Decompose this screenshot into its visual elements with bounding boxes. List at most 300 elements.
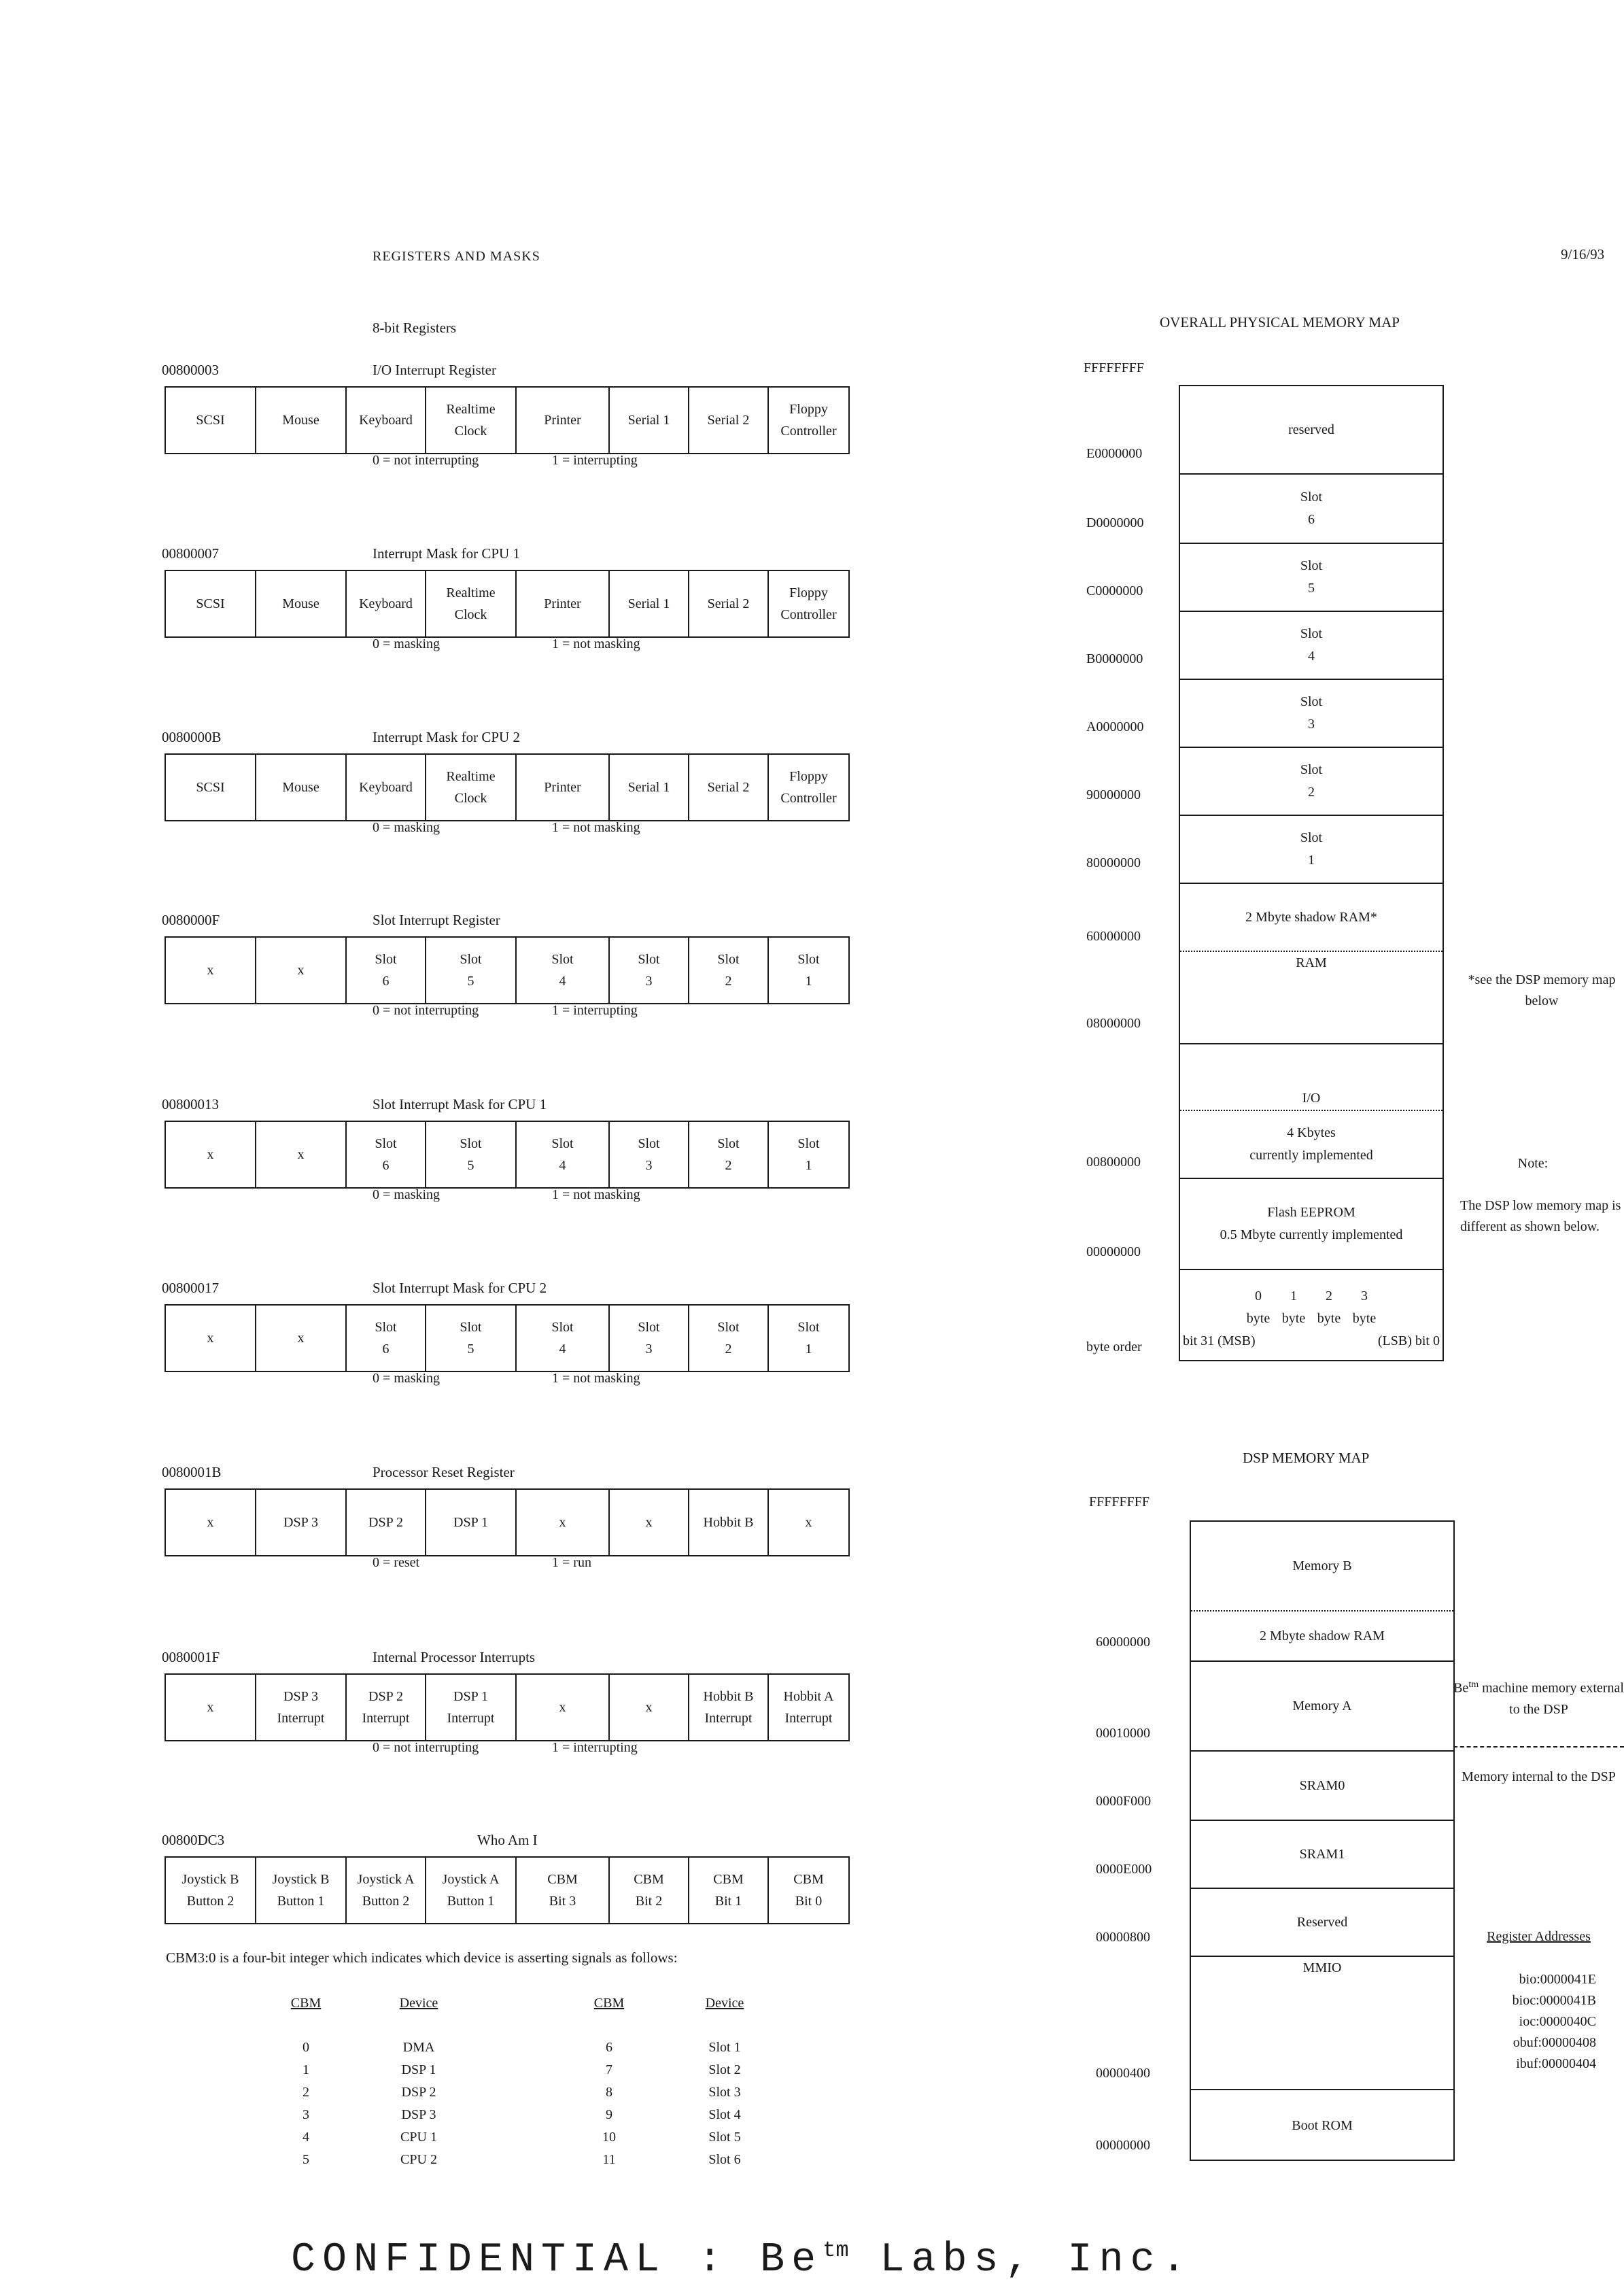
cbm-value: Slot 4	[708, 2107, 741, 2122]
block-label: 2	[1308, 785, 1315, 800]
bit-label: Controller	[780, 424, 837, 439]
bit-label: Slot	[375, 952, 397, 967]
register-name: Interrupt Mask for CPU 2	[373, 729, 520, 745]
bit-label: x	[297, 1331, 305, 1346]
bit-label: Slot	[551, 1320, 574, 1335]
byte-numbers	[1241, 1285, 1382, 1308]
bit-label: Slot	[638, 1320, 660, 1335]
block-label: Memory A	[1292, 1698, 1352, 1714]
register-bit	[517, 571, 610, 636]
confidential-footer: CONFIDENTIAL : $Be^{tm}$ Labs, Inc.	[291, 2237, 1193, 2283]
cbm-value: 1	[303, 2062, 309, 2077]
legend-zero: 0 = not interrupting	[373, 1740, 479, 1755]
bit-label: DSP 1	[453, 1689, 488, 1704]
memory-boundary-line	[1453, 1746, 1624, 1748]
bit-label: 1	[805, 1342, 812, 1357]
register-bit	[610, 938, 689, 1003]
register-bit	[689, 1306, 769, 1371]
block-label: Reserved	[1296, 1914, 1348, 1930]
register-bit	[256, 571, 347, 636]
cbm-value: Slot 6	[708, 2152, 741, 2167]
bit-label: Slot	[551, 952, 574, 967]
register-bit	[347, 1122, 426, 1187]
bit-label: Joystick B	[272, 1872, 330, 1887]
dsp-memory-address: 00010000	[1096, 1726, 1150, 1741]
bit-label: Bit 0	[795, 1894, 823, 1909]
block-label: Slot	[1300, 626, 1323, 641]
register-name: Interrupt Mask for CPU 1	[373, 545, 520, 562]
memory-block	[1180, 748, 1442, 816]
bit-label: 5	[467, 974, 474, 989]
register-bit	[347, 755, 426, 820]
bit-label: Clock	[454, 607, 487, 622]
dsp-memory-map	[1190, 1520, 1455, 2161]
bit-label: Serial 2	[707, 596, 750, 611]
register-bit	[426, 1122, 517, 1187]
register-bit	[517, 1675, 610, 1740]
bit-label: 4	[559, 1158, 566, 1173]
bit-label: DSP 2	[368, 1689, 403, 1704]
bit-label: Clock	[454, 424, 487, 439]
register-bit	[769, 1858, 848, 1923]
bit-label: Slot	[797, 1136, 820, 1151]
cbm-codes-left	[272, 1992, 340, 2171]
bit-label: Hobbit A	[783, 1689, 834, 1704]
register-bits	[165, 1488, 850, 1556]
register-bit	[610, 755, 689, 820]
bit-range	[1180, 1330, 1442, 1350]
register-address-entry: ibuf:00000404	[1516, 2056, 1596, 2071]
memory-address: 60000000	[1086, 929, 1141, 944]
cbm-codes-right	[575, 1992, 643, 2171]
shadow-ram-note: *see the DSP memory map below	[1468, 972, 1616, 1008]
bit-label: Realtime	[446, 402, 496, 417]
register-bit	[256, 1306, 347, 1371]
cbm-column-header: Device	[705, 1996, 744, 2011]
cbm-value: 8	[606, 2085, 612, 2100]
register-address-entry: bioc:0000041B	[1512, 1993, 1596, 2008]
register-bit	[517, 755, 610, 820]
bit-label: Serial 2	[707, 780, 750, 795]
register-bit	[426, 755, 517, 820]
block-label: Memory B	[1292, 1558, 1352, 1573]
memory-block	[1180, 1111, 1442, 1179]
dsp-memory-block	[1191, 1821, 1453, 1889]
register-bits	[165, 386, 850, 454]
register-name: Processor Reset Register	[373, 1464, 515, 1480]
bit-label: Mouse	[282, 596, 319, 611]
block-label: I/O	[1302, 1091, 1321, 1106]
legend-zero: 0 = reset	[373, 1555, 420, 1570]
register-bit	[689, 1122, 769, 1187]
legend-one: 1 = interrupting	[552, 1740, 638, 1755]
cbm-value: Slot 5	[708, 2130, 741, 2145]
bit-label: Bit 2	[635, 1894, 663, 1909]
memory-block	[1180, 680, 1442, 748]
legend-zero: 0 = masking	[373, 1371, 440, 1386]
bit-label: Printer	[544, 596, 581, 611]
register-name: Internal Processor Interrupts	[373, 1649, 536, 1665]
memory-address: C0000000	[1086, 583, 1143, 598]
bit-label: x	[559, 1700, 566, 1715]
register-bit	[517, 1490, 610, 1555]
dsp-memory-block	[1191, 1957, 1453, 2090]
bit-label: Interrupt	[784, 1711, 833, 1726]
cbm-value: 6	[606, 2040, 612, 2055]
cbm-value: 0	[303, 2040, 309, 2055]
bit-label: Controller	[780, 607, 837, 622]
register-bit	[166, 938, 256, 1003]
register-bit	[610, 388, 689, 453]
dsp-memory-block	[1191, 1889, 1453, 1957]
register-bit	[166, 1675, 256, 1740]
bit-label: Serial 1	[627, 596, 670, 611]
bit-label: x	[559, 1515, 566, 1530]
bit-label: DSP 3	[283, 1515, 318, 1530]
bit-label: Controller	[780, 791, 837, 806]
byte-number: 1	[1290, 1289, 1297, 1303]
cbm-column-header: Device	[399, 1996, 438, 2011]
legend-one: 1 = not masking	[552, 636, 640, 651]
memory-address: 00000000	[1086, 1244, 1141, 1259]
bit-label: x	[207, 963, 214, 978]
bit-label: 4	[559, 1342, 566, 1357]
register-name: Slot Interrupt Mask for CPU 1	[373, 1096, 547, 1112]
register-bit	[769, 571, 848, 636]
bit-label: Slot	[638, 1136, 660, 1151]
register-address: 0080001B	[162, 1464, 222, 1480]
register-name: Slot Interrupt Register	[373, 912, 500, 928]
cbm-value: 10	[602, 2130, 616, 2145]
bit-label: x	[645, 1515, 653, 1530]
physical-memory-map	[1179, 385, 1444, 1361]
register-bit	[426, 1306, 517, 1371]
register-bit	[256, 1122, 347, 1187]
bit-label: 2	[725, 1158, 732, 1173]
register-bit	[256, 388, 347, 453]
dsp-memory-address: 00000000	[1096, 2138, 1150, 2153]
register-address: 00800017	[162, 1280, 219, 1296]
dsp-memory-address: 00000400	[1096, 2066, 1150, 2081]
memory-address: 08000000	[1086, 1016, 1141, 1031]
physical-map-title: OVERALL PHYSICAL MEMORY MAP	[1160, 314, 1400, 330]
cbm-value: 5	[303, 2152, 309, 2167]
memory-block	[1180, 475, 1442, 544]
bit-label: Mouse	[282, 780, 319, 795]
cbm-value: Slot 3	[708, 2085, 741, 2100]
physical-map-top-address: FFFFFFFF	[1084, 360, 1144, 375]
bit-label: 6	[382, 1342, 390, 1357]
bit-label: 5	[467, 1158, 474, 1173]
memory-address: E0000000	[1086, 446, 1143, 461]
memory-address: A0000000	[1086, 719, 1144, 734]
memory-block	[1180, 952, 1442, 1044]
byte-number: 2	[1326, 1289, 1332, 1303]
bit-label: 1	[805, 974, 812, 989]
dsp-memory-block	[1191, 1752, 1453, 1821]
memory-block	[1180, 1179, 1442, 1270]
bit-label: Serial 1	[627, 780, 670, 795]
memory-address: B0000000	[1086, 651, 1143, 666]
register-bits	[165, 1304, 850, 1372]
register-bit	[256, 755, 347, 820]
bit-label: Slot	[460, 1136, 482, 1151]
byte-words	[1241, 1308, 1382, 1330]
bit-label: Printer	[544, 780, 581, 795]
bit-label: CBM	[547, 1872, 578, 1887]
register-bit	[426, 388, 517, 453]
register-bit	[347, 1675, 426, 1740]
cbm-value: DSP 3	[401, 2107, 436, 2122]
legend-zero: 0 = not interrupting	[373, 453, 479, 468]
register-name: I/O Interrupt Register	[373, 362, 496, 378]
block-label: 1	[1308, 853, 1315, 868]
legend-one: 1 = interrupting	[552, 1003, 638, 1018]
byte-number: 0	[1255, 1289, 1262, 1303]
register-bit	[166, 1306, 256, 1371]
register-bit	[166, 388, 256, 453]
internal-memory-note: Memory internal to the DSP	[1462, 1769, 1616, 1784]
register-bit	[610, 1675, 689, 1740]
bit-label: Joystick A	[357, 1872, 415, 1887]
bit-label: Slot	[460, 952, 482, 967]
register-name: Who Am I	[477, 1832, 538, 1848]
bit-label: Serial 1	[627, 413, 670, 428]
register-bit	[347, 938, 426, 1003]
block-label: Slot	[1300, 490, 1323, 505]
block-label: 5	[1308, 581, 1315, 596]
bit-label: Joystick A	[442, 1872, 500, 1887]
bit-label: x	[297, 1147, 305, 1162]
bit-label: Keyboard	[359, 596, 413, 611]
register-bit	[610, 571, 689, 636]
bit-label: Printer	[544, 413, 581, 428]
register-bit	[517, 388, 610, 453]
external-memory-note: $Be^{tm}$ machine memory external to the DSP	[1453, 1680, 1624, 1717]
legend-zero: 0 = masking	[373, 1187, 440, 1202]
register-bit	[689, 1858, 769, 1923]
legend-one: 1 = not masking	[552, 1371, 640, 1386]
legend-one: 1 = run	[552, 1555, 591, 1570]
memory-address: D0000000	[1086, 515, 1144, 530]
register-bit	[769, 755, 848, 820]
bit-label: Joystick B	[182, 1872, 239, 1887]
register-bit	[610, 1490, 689, 1555]
cbm-devices-left	[385, 1992, 453, 2171]
register-address: 0080000B	[162, 729, 222, 745]
register-addresses-title: Register Addresses	[1487, 1929, 1591, 1944]
bit-label: Floppy	[789, 769, 828, 784]
register-address-entry: bio:0000041E	[1519, 1972, 1596, 1987]
bit-label: Interrupt	[704, 1711, 753, 1726]
register-bit	[689, 1675, 769, 1740]
bit-label: Realtime	[446, 769, 496, 784]
register-name: Slot Interrupt Mask for CPU 2	[373, 1280, 547, 1296]
bit-label: 3	[645, 1342, 653, 1357]
bit-label: Slot	[375, 1320, 397, 1335]
block-label: Flash EEPROM	[1267, 1205, 1355, 1220]
memory-block	[1180, 612, 1442, 680]
register-bit	[347, 1490, 426, 1555]
bit-label: Interrupt	[277, 1711, 325, 1726]
register-bit	[689, 938, 769, 1003]
register-bits	[165, 1121, 850, 1189]
cbm-value: 7	[606, 2062, 612, 2077]
cbm-value: 9	[606, 2107, 612, 2122]
block-label: 6	[1308, 512, 1315, 527]
memory-block	[1180, 884, 1442, 952]
block-label: 2 Mbyte shadow RAM*	[1245, 909, 1377, 925]
register-bit	[166, 1490, 256, 1555]
cbm-column-header: CBM	[593, 1996, 625, 2011]
cbm-value: CPU 2	[400, 2152, 437, 2167]
memory-block	[1180, 1044, 1442, 1111]
register-bits	[165, 1673, 850, 1741]
register-bit	[517, 1858, 610, 1923]
register-bit	[689, 755, 769, 820]
memory-block	[1180, 544, 1442, 612]
register-bits	[165, 936, 850, 1004]
legend-one: 1 = not masking	[552, 820, 640, 835]
bit-label: 2	[725, 1342, 732, 1357]
cbm-value: 11	[602, 2152, 616, 2167]
byte-word: byte	[1281, 1311, 1306, 1326]
memory-address: 80000000	[1086, 855, 1141, 870]
bit-label: 5	[467, 1342, 474, 1357]
block-label: reserved	[1288, 422, 1334, 437]
register-bit	[517, 1306, 610, 1371]
register-bit	[769, 938, 848, 1003]
bit-label: Button 2	[362, 1894, 410, 1909]
block-label: 2 Mbyte shadow RAM	[1260, 1628, 1385, 1643]
cbm-value: DMA	[402, 2040, 435, 2055]
register-bit	[517, 1122, 610, 1187]
dsp-memory-address: 60000000	[1096, 1635, 1150, 1650]
bit-label: x	[207, 1515, 214, 1530]
bit-label: x	[645, 1700, 653, 1715]
bit-label: Button 2	[186, 1894, 235, 1909]
register-bit	[347, 1306, 426, 1371]
legend-zero: 0 = masking	[373, 820, 440, 835]
note-title: Note:	[1517, 1156, 1549, 1171]
bit-label: Bit 3	[549, 1894, 576, 1909]
bit-label: Bit 1	[714, 1894, 742, 1909]
bit-label: Button 1	[277, 1894, 325, 1909]
bit-label: Keyboard	[359, 413, 413, 428]
register-bit	[426, 571, 517, 636]
msb-label: bit 31 (MSB)	[1183, 1333, 1256, 1348]
bit-label: Slot	[638, 952, 660, 967]
memory-block	[1180, 386, 1442, 475]
register-bit	[166, 1122, 256, 1187]
bit-label: Slot	[717, 1136, 740, 1151]
register-bits	[165, 1856, 850, 1924]
cbm-value: Slot 1	[708, 2040, 741, 2055]
cbm-value: Slot 2	[708, 2062, 741, 2077]
byte-number: 3	[1361, 1289, 1368, 1303]
register-address: 00800007	[162, 545, 219, 562]
bit-label: 2	[725, 974, 732, 989]
block-label: Slot	[1300, 694, 1323, 709]
bit-label: Serial 2	[707, 413, 750, 428]
register-bit	[769, 1490, 848, 1555]
bit-label: Clock	[454, 791, 487, 806]
bit-label: DSP 2	[368, 1515, 403, 1530]
bit-label: 4	[559, 974, 566, 989]
register-bit	[426, 1675, 517, 1740]
memory-address: 90000000	[1086, 787, 1141, 802]
byte-order-block	[1180, 1270, 1442, 1361]
dsp-memory-block	[1191, 1662, 1453, 1752]
block-label: currently implemented	[1249, 1148, 1373, 1163]
block-label: Boot ROM	[1292, 2117, 1353, 2133]
note-body: The DSP low memory map is different as shown below.	[1460, 1198, 1621, 1234]
bit-label: Keyboard	[359, 780, 413, 795]
bit-label: Slot	[717, 952, 740, 967]
byte-word: byte	[1352, 1311, 1377, 1326]
block-label: Slot	[1300, 558, 1323, 573]
byte-order-label: byte order	[1086, 1340, 1142, 1354]
register-address: 00800003	[162, 362, 219, 378]
bit-label: Hobbit B	[703, 1515, 754, 1530]
bit-label: Slot	[717, 1320, 740, 1335]
register-bit	[610, 1858, 689, 1923]
register-bit	[347, 388, 426, 453]
legend-one: 1 = interrupting	[552, 453, 638, 468]
bit-label: Hobbit B	[703, 1689, 754, 1704]
block-label: 3	[1308, 717, 1315, 732]
cbm-value: 4	[303, 2130, 309, 2145]
register-address: 00800DC3	[162, 1832, 225, 1848]
register-bit	[769, 388, 848, 453]
cbm-column-header: CBM	[290, 1996, 322, 2011]
register-bit	[689, 571, 769, 636]
block-label: MMIO	[1302, 1960, 1342, 1975]
cbm-devices-right	[691, 1992, 759, 2171]
block-label: SRAM1	[1299, 1846, 1345, 1862]
bit-label: 3	[645, 974, 653, 989]
block-label: Slot	[1300, 830, 1323, 845]
bit-label: x	[207, 1331, 214, 1346]
dsp-memory-block	[1191, 2090, 1453, 2161]
bit-label: 6	[382, 974, 390, 989]
cbm-description: CBM3:0 is a four-bit integer which indicates which device is asserting signals as follows:	[166, 1949, 678, 1966]
register-bit	[426, 1490, 517, 1555]
byte-word: byte	[1317, 1311, 1341, 1326]
cbm-value: DSP 2	[401, 2085, 436, 2100]
register-bit	[347, 1858, 426, 1923]
bit-label: Slot	[797, 952, 820, 967]
bit-label: Floppy	[789, 402, 828, 417]
register-bit	[769, 1306, 848, 1371]
legend-zero: 0 = not interrupting	[373, 1003, 479, 1018]
memory-address: 00800000	[1086, 1155, 1141, 1170]
register-bit	[426, 938, 517, 1003]
cbm-value: 3	[303, 2107, 309, 2122]
bit-label: Slot	[375, 1136, 397, 1151]
cbm-value: 2	[303, 2085, 309, 2100]
register-bit	[347, 571, 426, 636]
bit-label: CBM	[634, 1872, 664, 1887]
bit-label: CBM	[713, 1872, 744, 1887]
cbm-value: DSP 1	[401, 2062, 436, 2077]
register-bit	[256, 938, 347, 1003]
bit-label: SCSI	[196, 780, 225, 795]
bit-label: 3	[645, 1158, 653, 1173]
bit-label: Interrupt	[447, 1711, 495, 1726]
register-bits	[165, 753, 850, 821]
bit-label: SCSI	[196, 596, 225, 611]
